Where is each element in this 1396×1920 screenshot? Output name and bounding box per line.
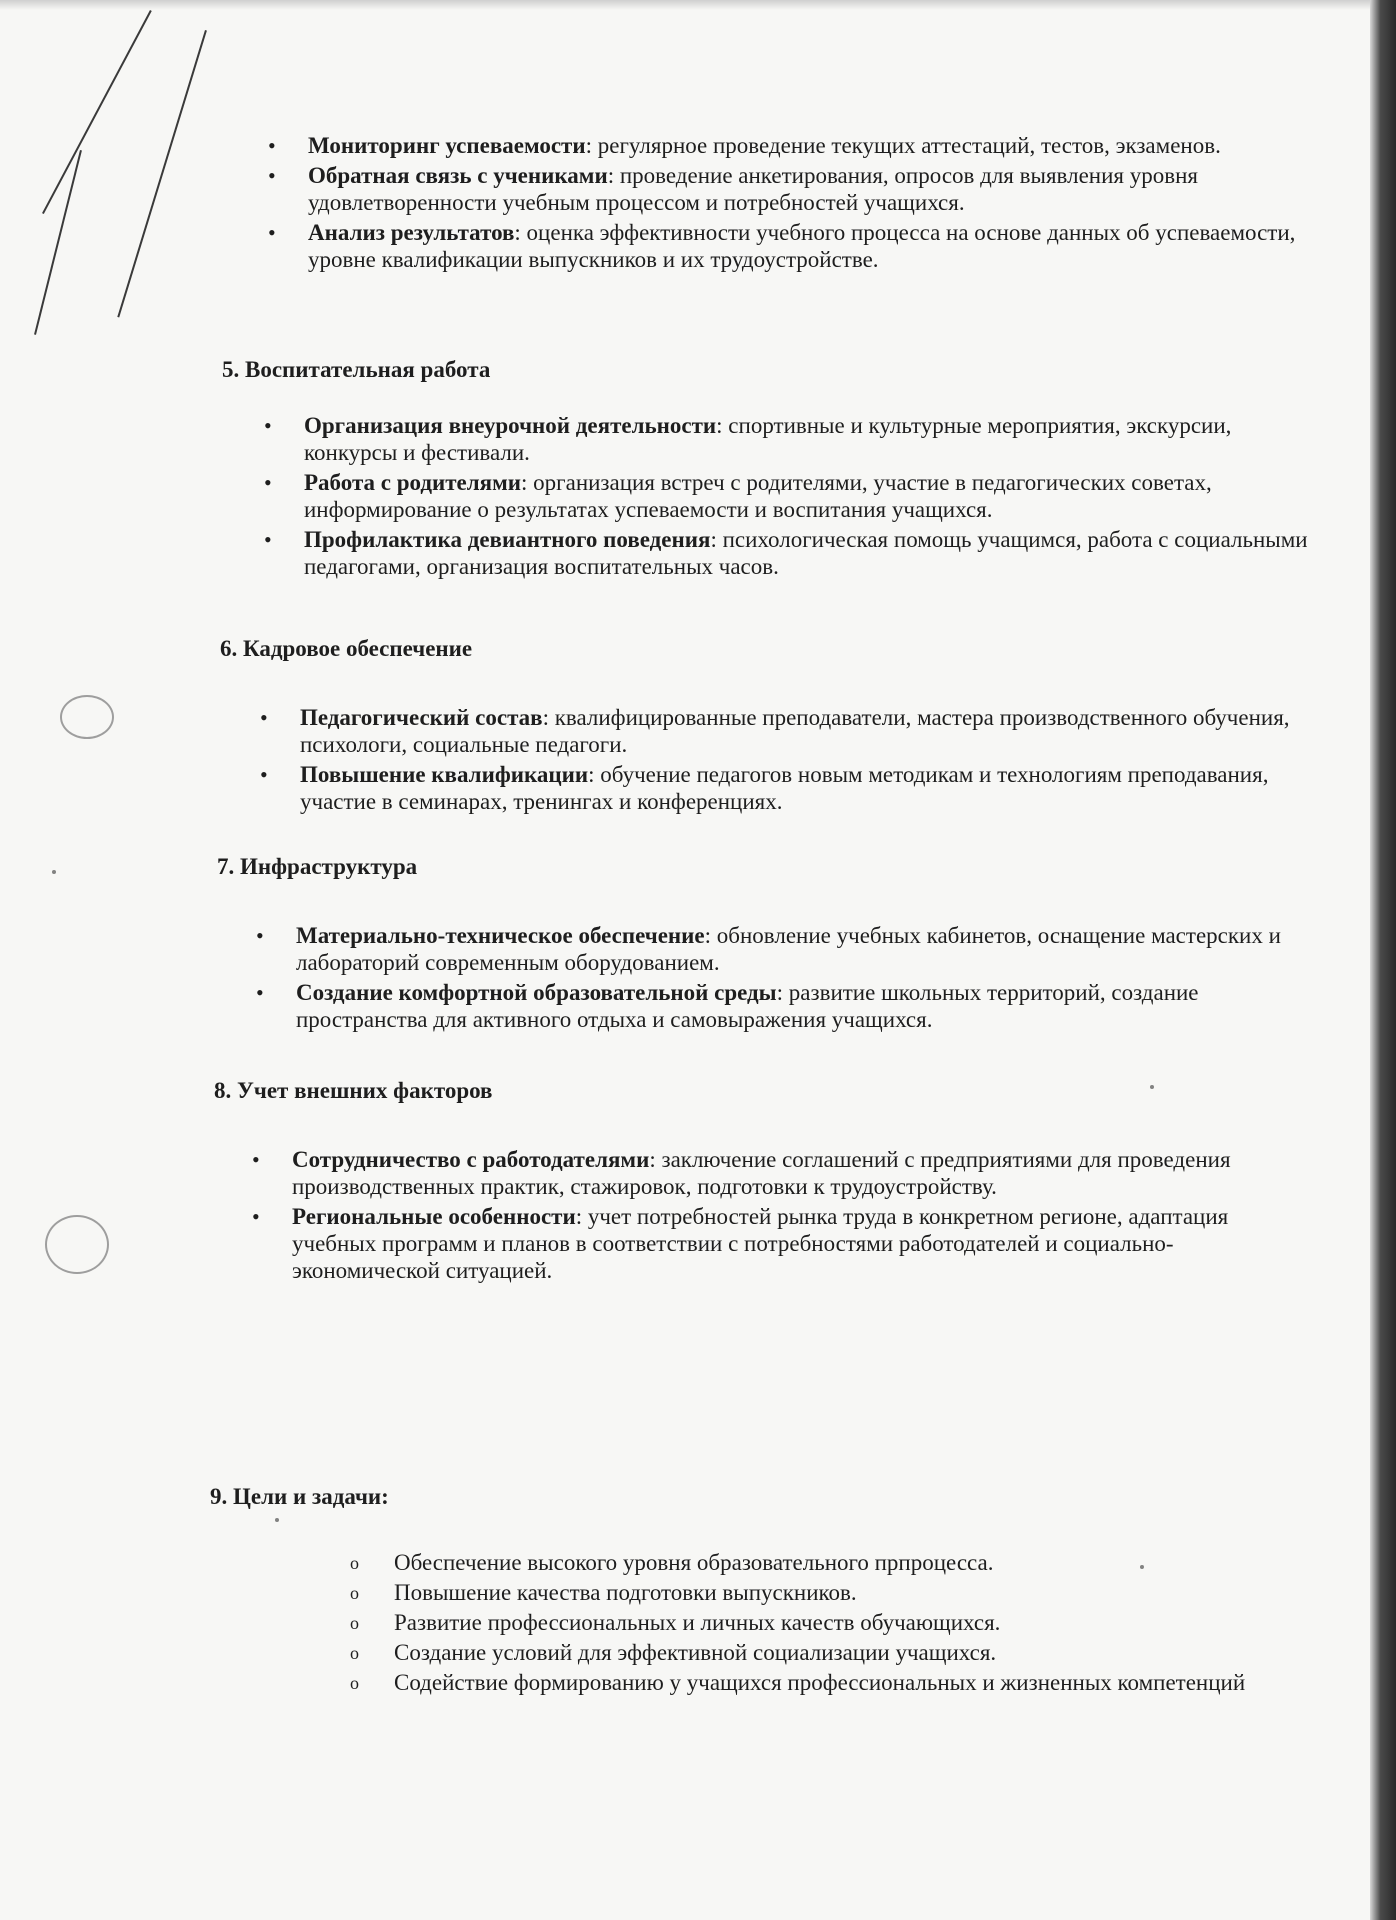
list-item <box>350 1638 1310 1667</box>
item-term: Педагогический состав <box>300 705 543 730</box>
item-term: Организация внеурочной деятельности <box>304 413 717 438</box>
bullet-icon: • <box>256 980 264 1005</box>
item-text: : оценка эффективности учебного процесса на основе данных об успеваемости, уровне квалификации выпускников и их трудоустройстве. <box>308 220 1296 272</box>
list-item <box>268 162 1308 216</box>
item-text: : спортивные и культурные мероприятия, экскурсии, конкурсы и фестивали. <box>304 413 1232 465</box>
section-goals <box>350 1548 1310 1698</box>
circle-bullet-icon: o <box>350 1553 359 1573</box>
section-heading: 8. Учет внешних факторов <box>214 1078 493 1103</box>
list-item <box>256 979 1308 1033</box>
bullet-icon: • <box>260 762 268 787</box>
bullet-icon: • <box>268 220 276 245</box>
list-item <box>268 132 1308 159</box>
item-text: : психологическая помощь учащимся, работа с социальными педагогами, организация воспитательных часов. <box>304 527 1308 579</box>
item-term: Мониторинг успеваемости <box>308 133 586 158</box>
list-item <box>256 922 1308 976</box>
scan-speck <box>275 1518 279 1522</box>
list-item <box>252 1203 1308 1284</box>
circle-bullet-icon: o <box>350 1613 359 1633</box>
goal-text: Повышение качества подготовки выпускников. <box>394 1580 857 1605</box>
scan-speck <box>52 870 56 874</box>
goals-list <box>350 1548 1310 1697</box>
item-text: : учет потребностей рынка труда в конкретном регионе, адаптация учебных программ и планов в соответствии с потребностями работодателей и социально-экономической ситуацией. <box>292 1204 1229 1283</box>
section-infrastructure <box>256 922 1308 1036</box>
goal-text: Обеспечение высокого уровня образовательного прпроцесса. <box>394 1550 994 1575</box>
section-heading: 7. Инфраструктура <box>217 854 418 879</box>
item-text: : заключение соглашений с предприятиями для проведения производственных практик, стажировок, подготовки к трудоустройству. <box>292 1147 1231 1199</box>
circle-bullet-icon: o <box>350 1583 359 1603</box>
list-item <box>260 704 1308 758</box>
bullet-list <box>264 412 1308 580</box>
scan-smudge <box>45 1215 109 1274</box>
bullet-icon: • <box>256 923 264 948</box>
scan-streak <box>34 150 82 335</box>
list-item <box>264 526 1308 580</box>
list-item <box>260 761 1308 815</box>
item-term: Работа с родителями <box>304 470 522 495</box>
item-text: : проведение анкетирования, опросов для выявления уровня удовлетворенности учебным процессом и потребностей учащихся. <box>308 163 1198 215</box>
section-heading: 5. Воспитательная работа <box>222 357 491 382</box>
item-text: : обучение педагогов новым методикам и технологиям преподавания, участие в семинарах, тренингах и конференциях. <box>300 762 1269 814</box>
list-item <box>350 1608 1310 1637</box>
section-heading: 6. Кадровое обеспечение <box>220 636 473 661</box>
bullet-icon: • <box>264 413 272 438</box>
section-heading: 9. Цели и задачи: <box>210 1484 389 1509</box>
bullet-icon: • <box>264 527 272 552</box>
item-text: : квалифицированные преподаватели, мастера производственного обучения, психологи, социальные педагоги. <box>300 705 1290 757</box>
bullet-icon: • <box>252 1204 260 1229</box>
scan-streak <box>42 10 152 214</box>
item-term: Профилактика девиантного поведения <box>304 527 711 552</box>
bullet-list <box>268 132 1308 273</box>
item-term: Материально-техническое обеспечение <box>296 923 705 948</box>
bullet-icon: • <box>264 470 272 495</box>
circle-bullet-icon: o <box>350 1673 359 1693</box>
scan-speck <box>1150 1085 1154 1089</box>
item-term: Региональные особенности <box>292 1204 576 1229</box>
scan-right-edge <box>1370 0 1396 1920</box>
scan-top-edge <box>0 0 1396 10</box>
section-external-factors <box>252 1146 1308 1287</box>
bullet-list <box>260 704 1308 815</box>
list-item <box>264 469 1308 523</box>
scan-smudge <box>60 695 114 739</box>
list-item <box>252 1146 1308 1200</box>
item-term: Сотрудничество с работодателями <box>292 1147 650 1172</box>
section-staffing <box>260 704 1308 818</box>
bullet-list <box>256 922 1308 1033</box>
item-term: Анализ результатов <box>308 220 515 245</box>
goal-text: Развитие профессиональных и личных качеств обучающихся. <box>394 1610 1001 1635</box>
bullet-icon: • <box>252 1147 260 1172</box>
item-text: : обновление учебных кабинетов, оснащение мастерских и лабораторий современным оборудованием. <box>296 923 1281 975</box>
list-item <box>350 1668 1310 1697</box>
list-item <box>350 1548 1310 1577</box>
bullet-icon: • <box>268 133 276 158</box>
scan-streak <box>117 30 207 317</box>
item-term: Создание комфортной образовательной среды <box>296 980 777 1005</box>
bullet-icon: • <box>260 705 268 730</box>
list-item <box>350 1578 1310 1607</box>
circle-bullet-icon: o <box>350 1643 359 1663</box>
bullet-icon: • <box>268 163 276 188</box>
bullet-list <box>252 1146 1308 1284</box>
list-item <box>268 219 1308 273</box>
section-monitoring <box>268 132 1308 276</box>
item-term: Повышение квалификации <box>300 762 589 787</box>
item-text: : развитие школьных территорий, создание пространства для активного отдыха и самовыражения учащихся. <box>296 980 1199 1032</box>
goal-text: Создание условий для эффективной социализации учащихся. <box>394 1640 997 1665</box>
item-term: Обратная связь с учениками <box>308 163 608 188</box>
item-text: : регулярное проведение текущих аттестаций, тестов, экзаменов. <box>585 133 1221 158</box>
goal-text: Содействие формированию у учащихся профессиональных и жизненных компетенций <box>394 1670 1246 1695</box>
list-item <box>264 412 1308 466</box>
item-text: : организация встреч с родителями, участие в педагогических советах, информирование о результатах успеваемости и воспитания учащихся. <box>304 470 1212 522</box>
section-education-work <box>264 412 1308 583</box>
